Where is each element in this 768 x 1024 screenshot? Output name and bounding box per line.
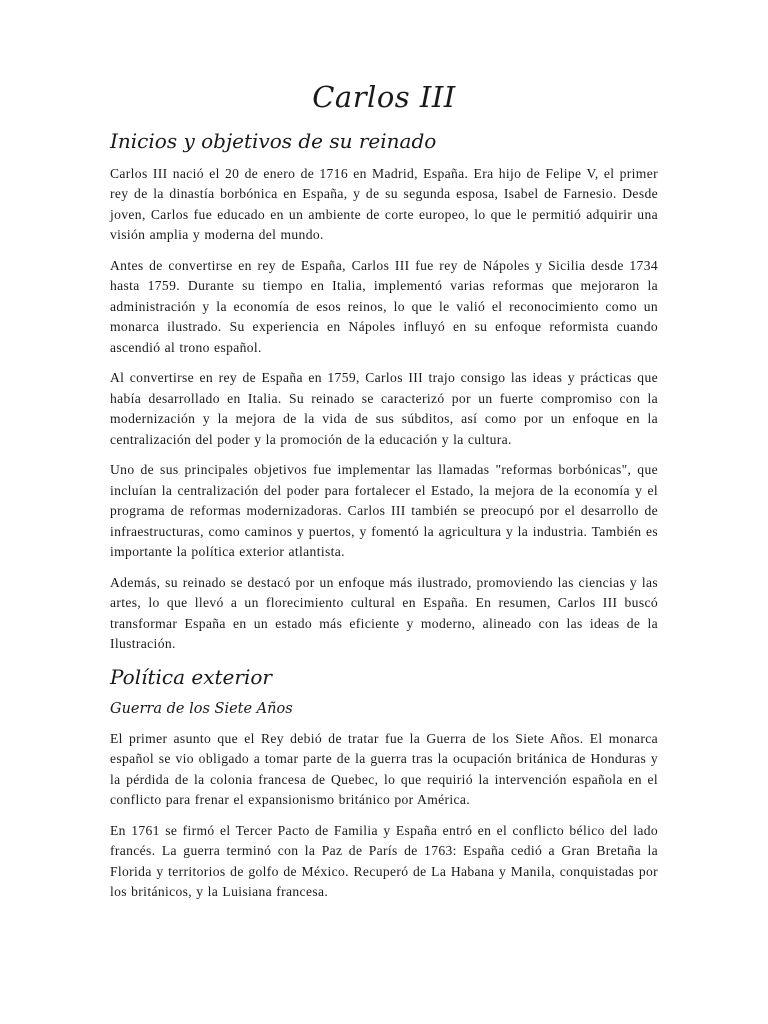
paragraph: Además, su reinado se destacó por un enfoque más ilustrado, promoviendo las ciencias y las artes, lo que llevó a un florecimiento cultural en España. En resumen, Carlos III buscó transformar España en un estado más eficiente y moderno, alineado con las ideas de la Ilustración. xyxy=(110,574,658,652)
paragraph: Carlos III nació el 20 de enero de 1716 en Madrid, España. Era hijo de Felipe V, el primer rey de la dinastía borbónica en España, y de su segunda esposa, Isabel de Farnesio. Desde joven, Carlos fue educado en un ambiente de corte europeo, lo que le permitió adquirir una visión amplia y moderna del mundo. xyxy=(110,165,658,243)
document-page xyxy=(110,80,658,913)
paragraph: Al convertirse en rey de España en 1759, Carlos III trajo consigo las ideas y prácticas que había desarrollado en Italia. Su reinado se caracterizó por un fuerte compromiso con la modernización y la mejora de la vida de sus súbditos, así como por un enfoque en la centralización del poder y la promoción de la educación y la cultura. xyxy=(110,370,658,447)
section-politica-exterior xyxy=(110,665,658,903)
paragraph: Antes de convertirse en rey de España, Carlos III fue rey de Nápoles y Sicilia desde 1734 hasta 1759. Durante su tiempo en Italia, implementó varias reformas que mejoraron la administración y la economía de esos reinos, lo que le valió el reconocimiento como un monarca ilustrado. Su experiencia en Nápoles influyó en su enfoque reformista cuando ascendió al trono español. xyxy=(110,257,658,355)
paragraph: El primer asunto que el Rey debió de tratar fue la Guerra de los Siete Años. El monarca español se vio obligado a tomar parte de la guerra tras la ocupación británica de Honduras y la pérdida de la colonia francesa de Quebec, lo que requirió la intervención española en el conflicto para frenar el expansionismo británico por América. xyxy=(110,730,658,808)
paragraph: En 1761 se firmó el Tercer Pacto de Familia y España entró en el conflicto bélico del lado francés. La guerra terminó con la Paz de París de 1763: España cedió a Gran Bretaña la Florida y territorios de golfo de México. Recuperó de La Habana y Manila, conquistadas por los británicos, y la Luisiana francesa. xyxy=(110,822,658,900)
document-title: Carlos III xyxy=(312,80,456,114)
section-inicios xyxy=(110,129,658,655)
subsection-heading: Guerra de los Siete Años xyxy=(110,700,293,717)
paragraph: Uno de sus principales objetivos fue implementar las llamadas "reformas borbónicas", que incluían la centralización del poder para fortalecer el Estado, la mejora de la economía y el programa de reformas modernizadoras. Carlos III también se preocupó por el desarrollo de infraestructuras, como caminos y puertos, y fomentó la agricultura y la industria. También es importante la política exterior atlantista. xyxy=(110,462,658,560)
section-heading: Política exterior xyxy=(110,664,272,689)
section-heading: Inicios y objetivos de su reinado xyxy=(110,128,437,153)
